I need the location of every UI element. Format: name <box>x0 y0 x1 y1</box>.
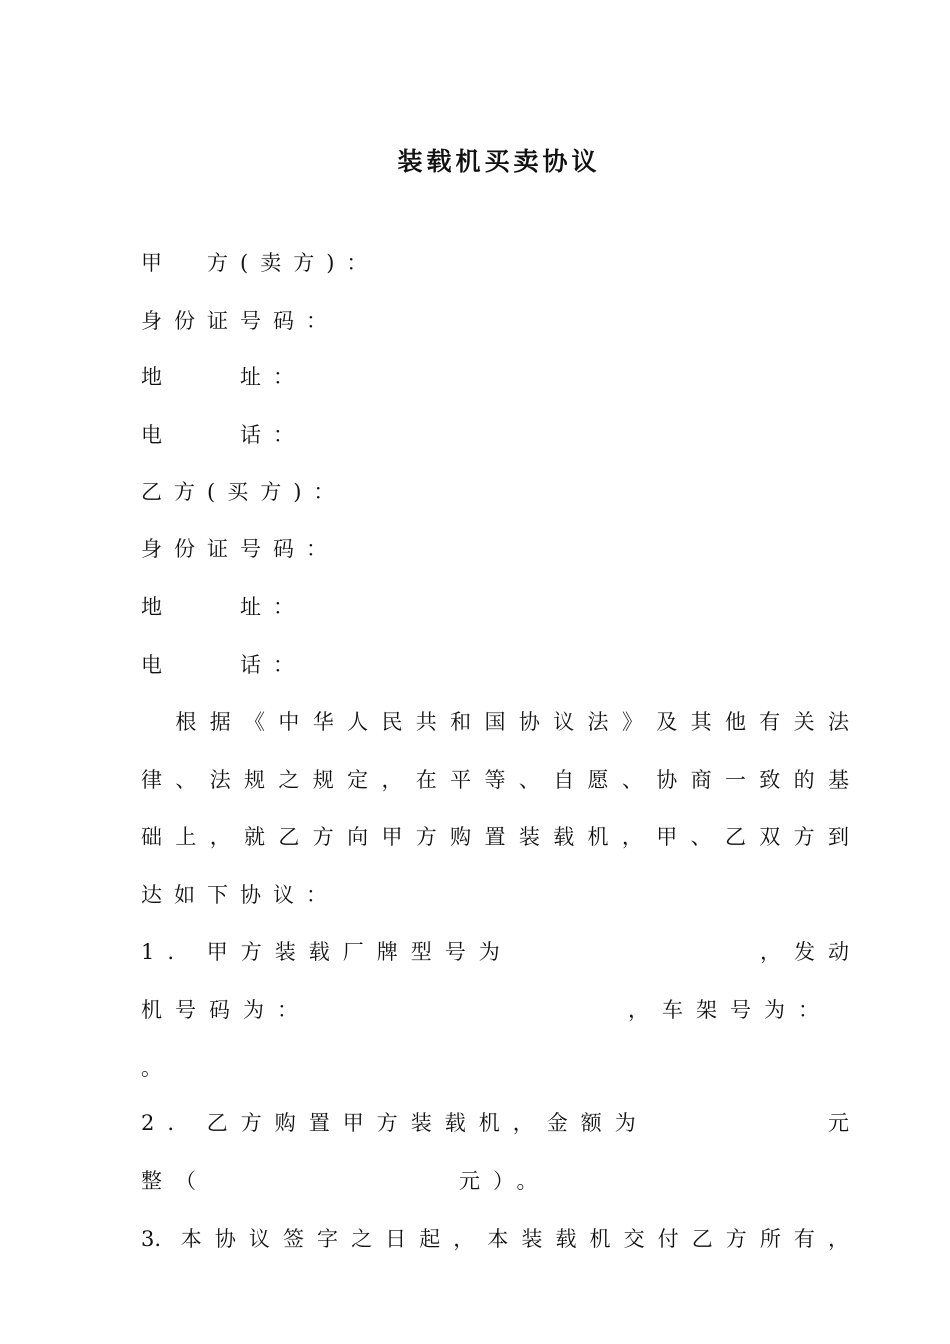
clause-2-line-1-left: 2. 乙方购置甲方装载机，金额为 <box>141 1111 649 1135</box>
preamble-line-1: 根据《中华人民共和国协议法》及其他有关法 <box>141 710 849 734</box>
clause-3-line-1: 3. 本协议签字之日起，本装载机交付乙方所有， <box>141 1227 849 1251</box>
clause-2-line-2-left: 整（ <box>141 1169 209 1193</box>
party-b-address-label: 地 址： <box>141 595 306 619</box>
party-a-address-label: 地 址： <box>141 365 306 389</box>
preamble-line-3: 础上，就乙方向甲方购置装载机，甲、乙双方到 <box>141 825 849 849</box>
party-a-id-label: 身份证号码： <box>141 309 339 333</box>
document-title: 装载机买卖协议 <box>397 147 601 176</box>
preamble-line-2: 律、法规之规定，在平等、自愿、协商一致的基 <box>141 768 849 792</box>
clause-1-line-2-left: 机号码为： <box>141 998 311 1022</box>
clause-1-line-3: 。 <box>141 1056 162 1080</box>
clause-1-line-2-right: ，车架号为： <box>628 998 832 1022</box>
party-a-label: 甲 方(卖方)： <box>141 251 380 275</box>
party-a-phone-label: 电 话： <box>141 423 306 447</box>
clause-1-line-1-right: ，发动 <box>760 940 862 964</box>
party-b-phone-label: 电 话： <box>141 653 306 677</box>
clause-2-line-1-right: 元 <box>828 1111 849 1135</box>
clause-2-line-2-right: 元）。 <box>459 1169 551 1193</box>
party-b-label: 乙方(买方)： <box>141 480 347 504</box>
clause-1-line-1-left: 1. 甲方装载厂牌型号为 <box>141 940 513 964</box>
preamble-line-4: 达如下协议： <box>141 883 339 907</box>
party-b-id-label: 身份证号码： <box>141 537 339 561</box>
